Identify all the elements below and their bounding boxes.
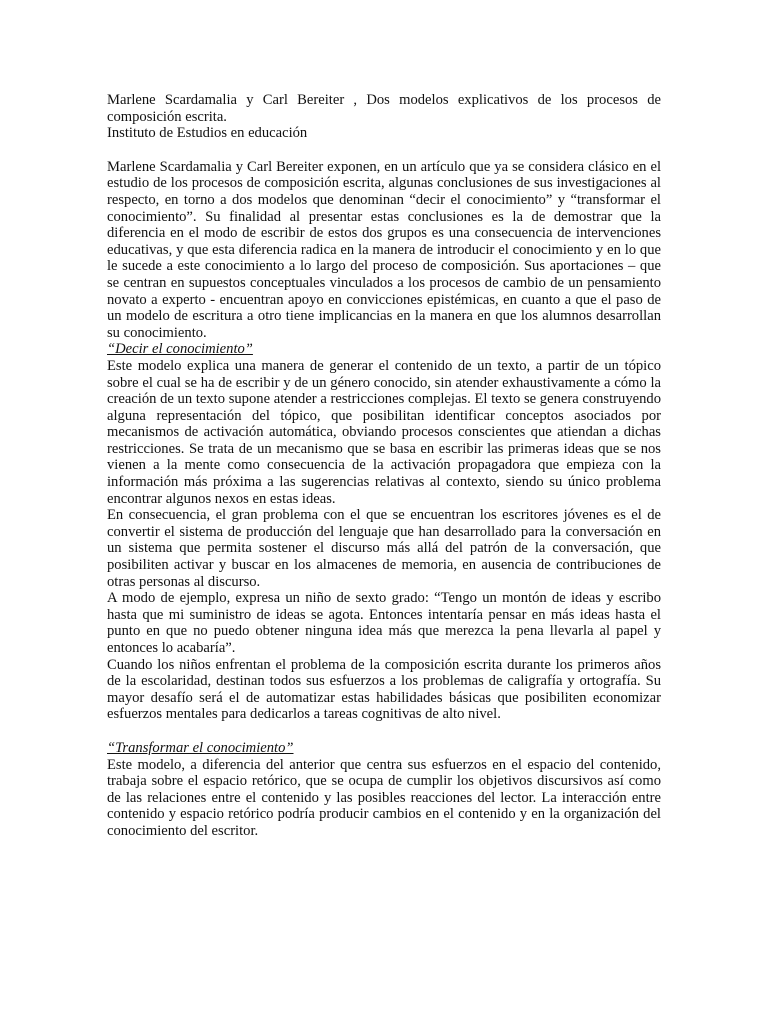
paragraph: Este modelo, a diferencia del anterior que centra sus esfuerzos en el espacio del contenido, trabaja sobre el espacio retórico, que se ocupa de cumplir los objetivos discursivos así como de las relaciones entre el contenido y las posibles reacciones del lector. La interacción entre contenido y espacio retórico podría producir cambios en el contenido y en la organización del conocimiento del escritor. [107, 756, 661, 839]
paragraph: A modo de ejemplo, expresa un niño de sexto grado: “Tengo un montón de ideas y escribo hasta que mi suministro de ideas se agota. Entonces intentaría pensar en más ideas hasta el punto en que no puedo obtener ninguna idea más que merezca la pena llevarla al papel y entonces lo acabaría”. [107, 590, 661, 656]
document-page [107, 92, 661, 857]
paragraph: Este modelo explica una manera de generar el contenido de un texto, a partir de un tópico sobre el cual se ha de escribir y de un género conocido, sin atender exhaustivamente a cómo la creación de un texto supone atender a restricciones complejas. El texto se genera construyendo alguna representación del tópico, que posibilitan identificar conceptos asociados por mecanismos de activación automática, obviando procesos conscientes que atiendan a dichas restricciones. Se trata de un mecanismo que se basa en escribir las primeras ideas que se nos vienen a la mente como consecuencia de la activación propagadora que empieza con la información más próxima a las sugerencias relativas al contexto, siendo su único problema encontrar algunos nexos en estas ideas. [107, 357, 661, 507]
section-heading: “Transformar el conocimiento” [107, 739, 294, 756]
intro-paragraph: Marlene Scardamalia y Carl Bereiter exponen, en un artículo que ya se considera clásico en el estudio de los procesos de composición escrita, algunas conclusiones de sus investigaciones al respecto, en torno a dos modelos que denominan “decir el conocimiento” y “transformar el conocimiento”. Su finalidad al presentar estas conclusiones es la de demostrar que la diferencia en el modo de escribir de estos dos grupos es una consecuencia de intervenciones educativas, y que esta diferencia radica en la manera de introducir el conocimiento y en lo que le sucede a este conocimiento a lo largo del proceso de composición. Sus aportaciones – que se centran en supuestos conceptuales vinculados a los procesos de cambio de un pensamiento novato a experto - encuentran apoyo en convicciones epistémicas, en cuanto a que el paso de un modelo de escritura a otro tiene implicancias en la manera en que los alumnos desarrollan su conocimiento. [107, 158, 661, 341]
institution-line: Instituto de Estudios en educación [107, 125, 308, 142]
paragraph: En consecuencia, el gran problema con el que se encuentran los escritores jóvenes es el de convertir el sistema de producción del lenguaje que han desarrollado para la conversación en un sistema que permita sostener el discurso más allá del patrón de la conversación, que posibiliten activar y buscar en los almacenes de memoria, en ausencia de contribuciones de otras personas al discurso. [107, 507, 661, 590]
paragraph: Cuando los niños enfrentan el problema de la composición escrita durante los primeros años de la escolaridad, destinan todos sus esfuerzos a los problemas de caligrafía y ortografía. Su mayor desafío será el de automatizar estas habilidades básicas que posibiliten economizar esfuerzos mentales para dedicarlos a tareas cognitivas de alto nivel. [107, 656, 661, 723]
document-header [107, 92, 661, 142]
section-decir-el-conocimiento [107, 341, 661, 723]
section-transformar-el-conocimiento [107, 740, 661, 840]
section-heading: “Decir el conocimiento” [107, 341, 253, 358]
document-title: Marlene Scardamalia y Carl Bereiter , Dos modelos explicativos de los procesos de composición escrita. [107, 92, 661, 125]
